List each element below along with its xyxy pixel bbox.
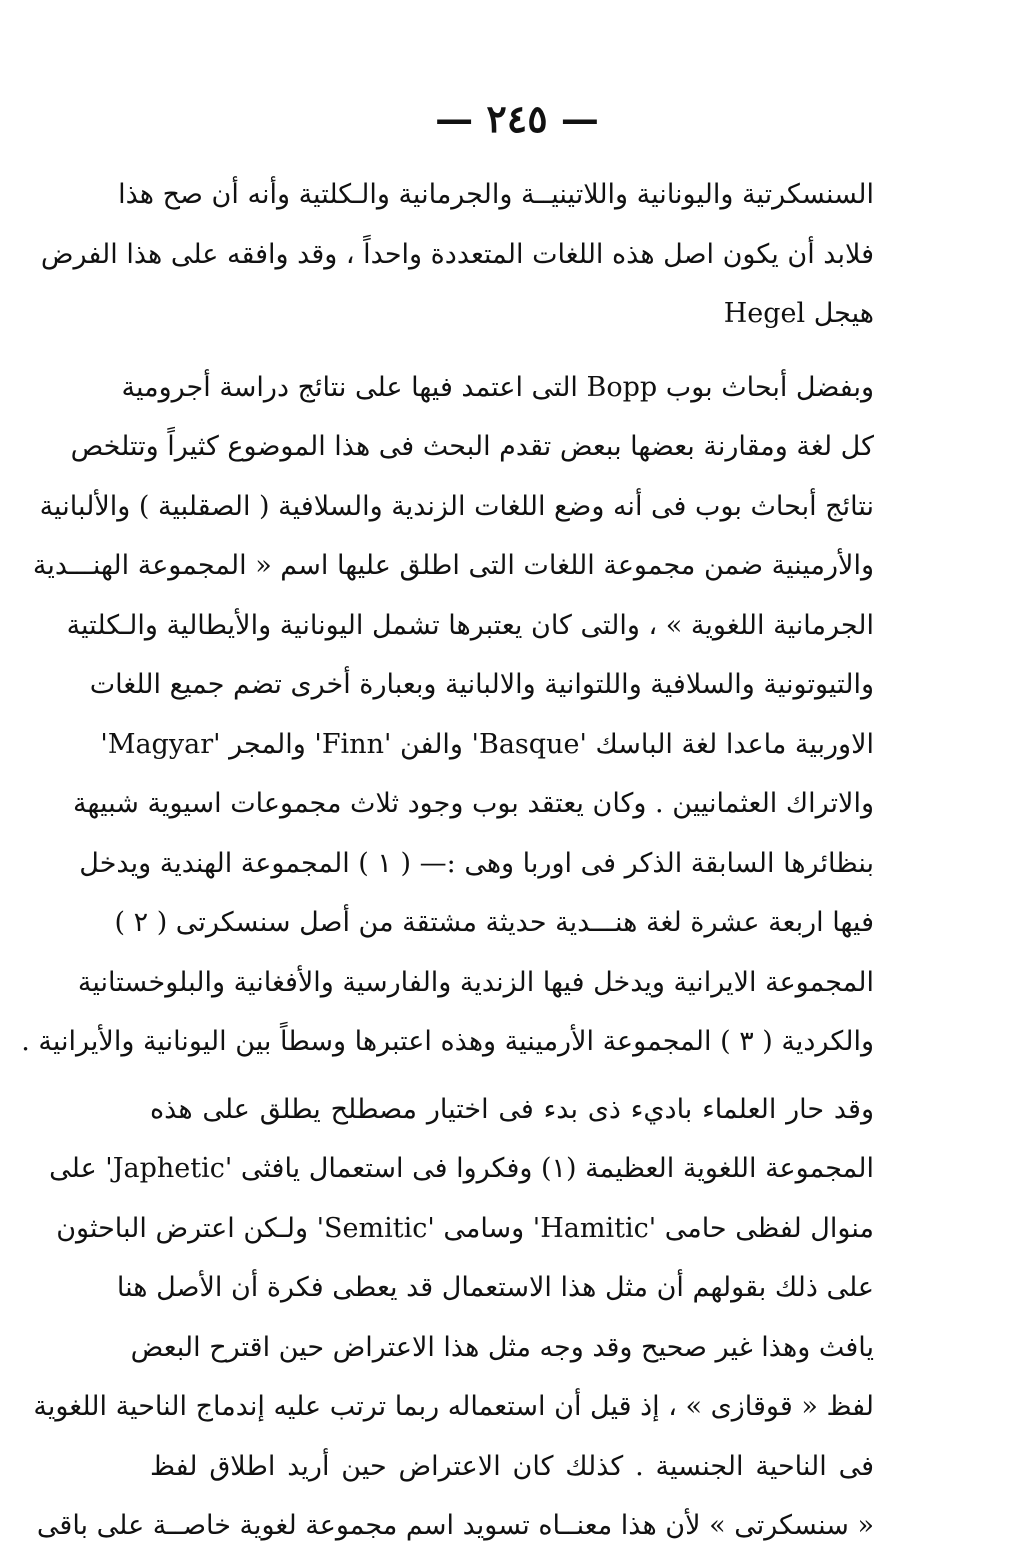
text-line: والأرمينية ضمن مجموعة اللغات التى اطلق عليها اسم « المجموعة الهنـــدية: [32, 550, 874, 581]
text-line: منوال لفظى حامى 'Hamitic' وسامى 'Semitic' ولـكن اعترض الباحثون: [56, 1212, 874, 1244]
text-line: والتيوتونية والسلافية واللتوانية والالبانية وبعبارة أخرى تضم جميع اللغات: [89, 669, 874, 700]
text-line: وقد حار العلماء باديء ذى بدء فى اختيار مصطلح يطلق على هذه: [150, 1093, 874, 1125]
text-line: لفظ « قوقازى » ، إذ قيل أن استعماله ربما ترتب عليه إندماج الناحية اللغوية: [33, 1391, 874, 1422]
text-line: هيجل Hegel: [723, 298, 874, 329]
text-line: يافث وهذا غير صحيح وقد وجه مثل هذا الاعتراض حين اقترح البعض: [130, 1331, 874, 1363]
paragraph-gap: [150, 1072, 874, 1080]
page-number: — ٢٤٥ —: [435, 96, 599, 141]
text-line: والاتراك العثمانيين . وكان يعتقد بوب وجود ثلاث مجموعات اسيوية شبيهة: [73, 788, 874, 819]
text-line: « سنسكرتى » لأن هذا معنــاه تسويد اسم مجموعة لغوية خاصــة على باقى: [36, 1510, 874, 1541]
paragraph-gap: [150, 344, 874, 358]
text-line: فى الناحية الجنسية . كذلك كان الاعتراض حين أريد اطلاق لفظ: [150, 1450, 874, 1482]
text-line: المجموعة الايرانية ويدخل فيها الزندية والفارسية والأفغانية والبلوخستانية: [77, 966, 874, 998]
text-line: المجموعة اللغوية العظيمة (١) وفكروا فى استعمال يافثى 'Japhetic' على: [49, 1153, 874, 1184]
text-line: كل لغة ومقارنة بعضها ببعض تقدم البحث فى هذا الموضوع كثيراً وتتلخص: [70, 431, 874, 462]
text-line: على ذلك بقولهم أن مثل هذا الاستعمال قد يعطى فكرة أن الأصل هنا: [116, 1272, 874, 1303]
paragraph-3: [33, 1080, 874, 1556]
text-line: نتائج أبحاث بوب فى أنه وضع اللغات الزندية والسلافية ( الصقلبية ) والألبانية: [39, 490, 874, 522]
text-line: وبفضل أبحاث بوب Bopp التى اعتمد فيها على نتائج دراسة أجرومية: [121, 371, 874, 403]
text-line: فيها اربعة عشرة لغة هنـــدية حديثة مشتقة من أصل سنسكرتى ( ٢ ): [114, 907, 874, 938]
text-line: والكردية ( ٣ ) المجموعة الأرمينية وهذه اعتبرها وسطاً بين اليونانية والأيرانية .: [21, 1026, 874, 1057]
text-line: الجرمانية اللغوية » ، والتى كان يعتبرها تشمل اليونانية والأيطالية والـكلتية: [66, 609, 874, 641]
text-line: الاوربية ماعدا لغة الباسك 'Basque' والفن 'Finn' والمجر 'Magyar': [100, 728, 874, 760]
paragraph-2: [21, 358, 874, 1072]
paragraph-1: [40, 165, 874, 344]
text-line: فلابد أن يكون اصل هذه اللغات المتعددة واحداً ، وقد وافقه على هذا الفرض: [40, 238, 874, 270]
body-text: [21, 165, 874, 1556]
text-line: بنظائرها السابقة الذكر فى اوربا وهى :— ( ١ ) المجموعة الهندية ويدخل: [79, 847, 874, 879]
text-line: السنسكرتية واليونانية واللاتينيــة والجرمانية والـكلتية وأنه أن صح هذا: [118, 179, 874, 210]
